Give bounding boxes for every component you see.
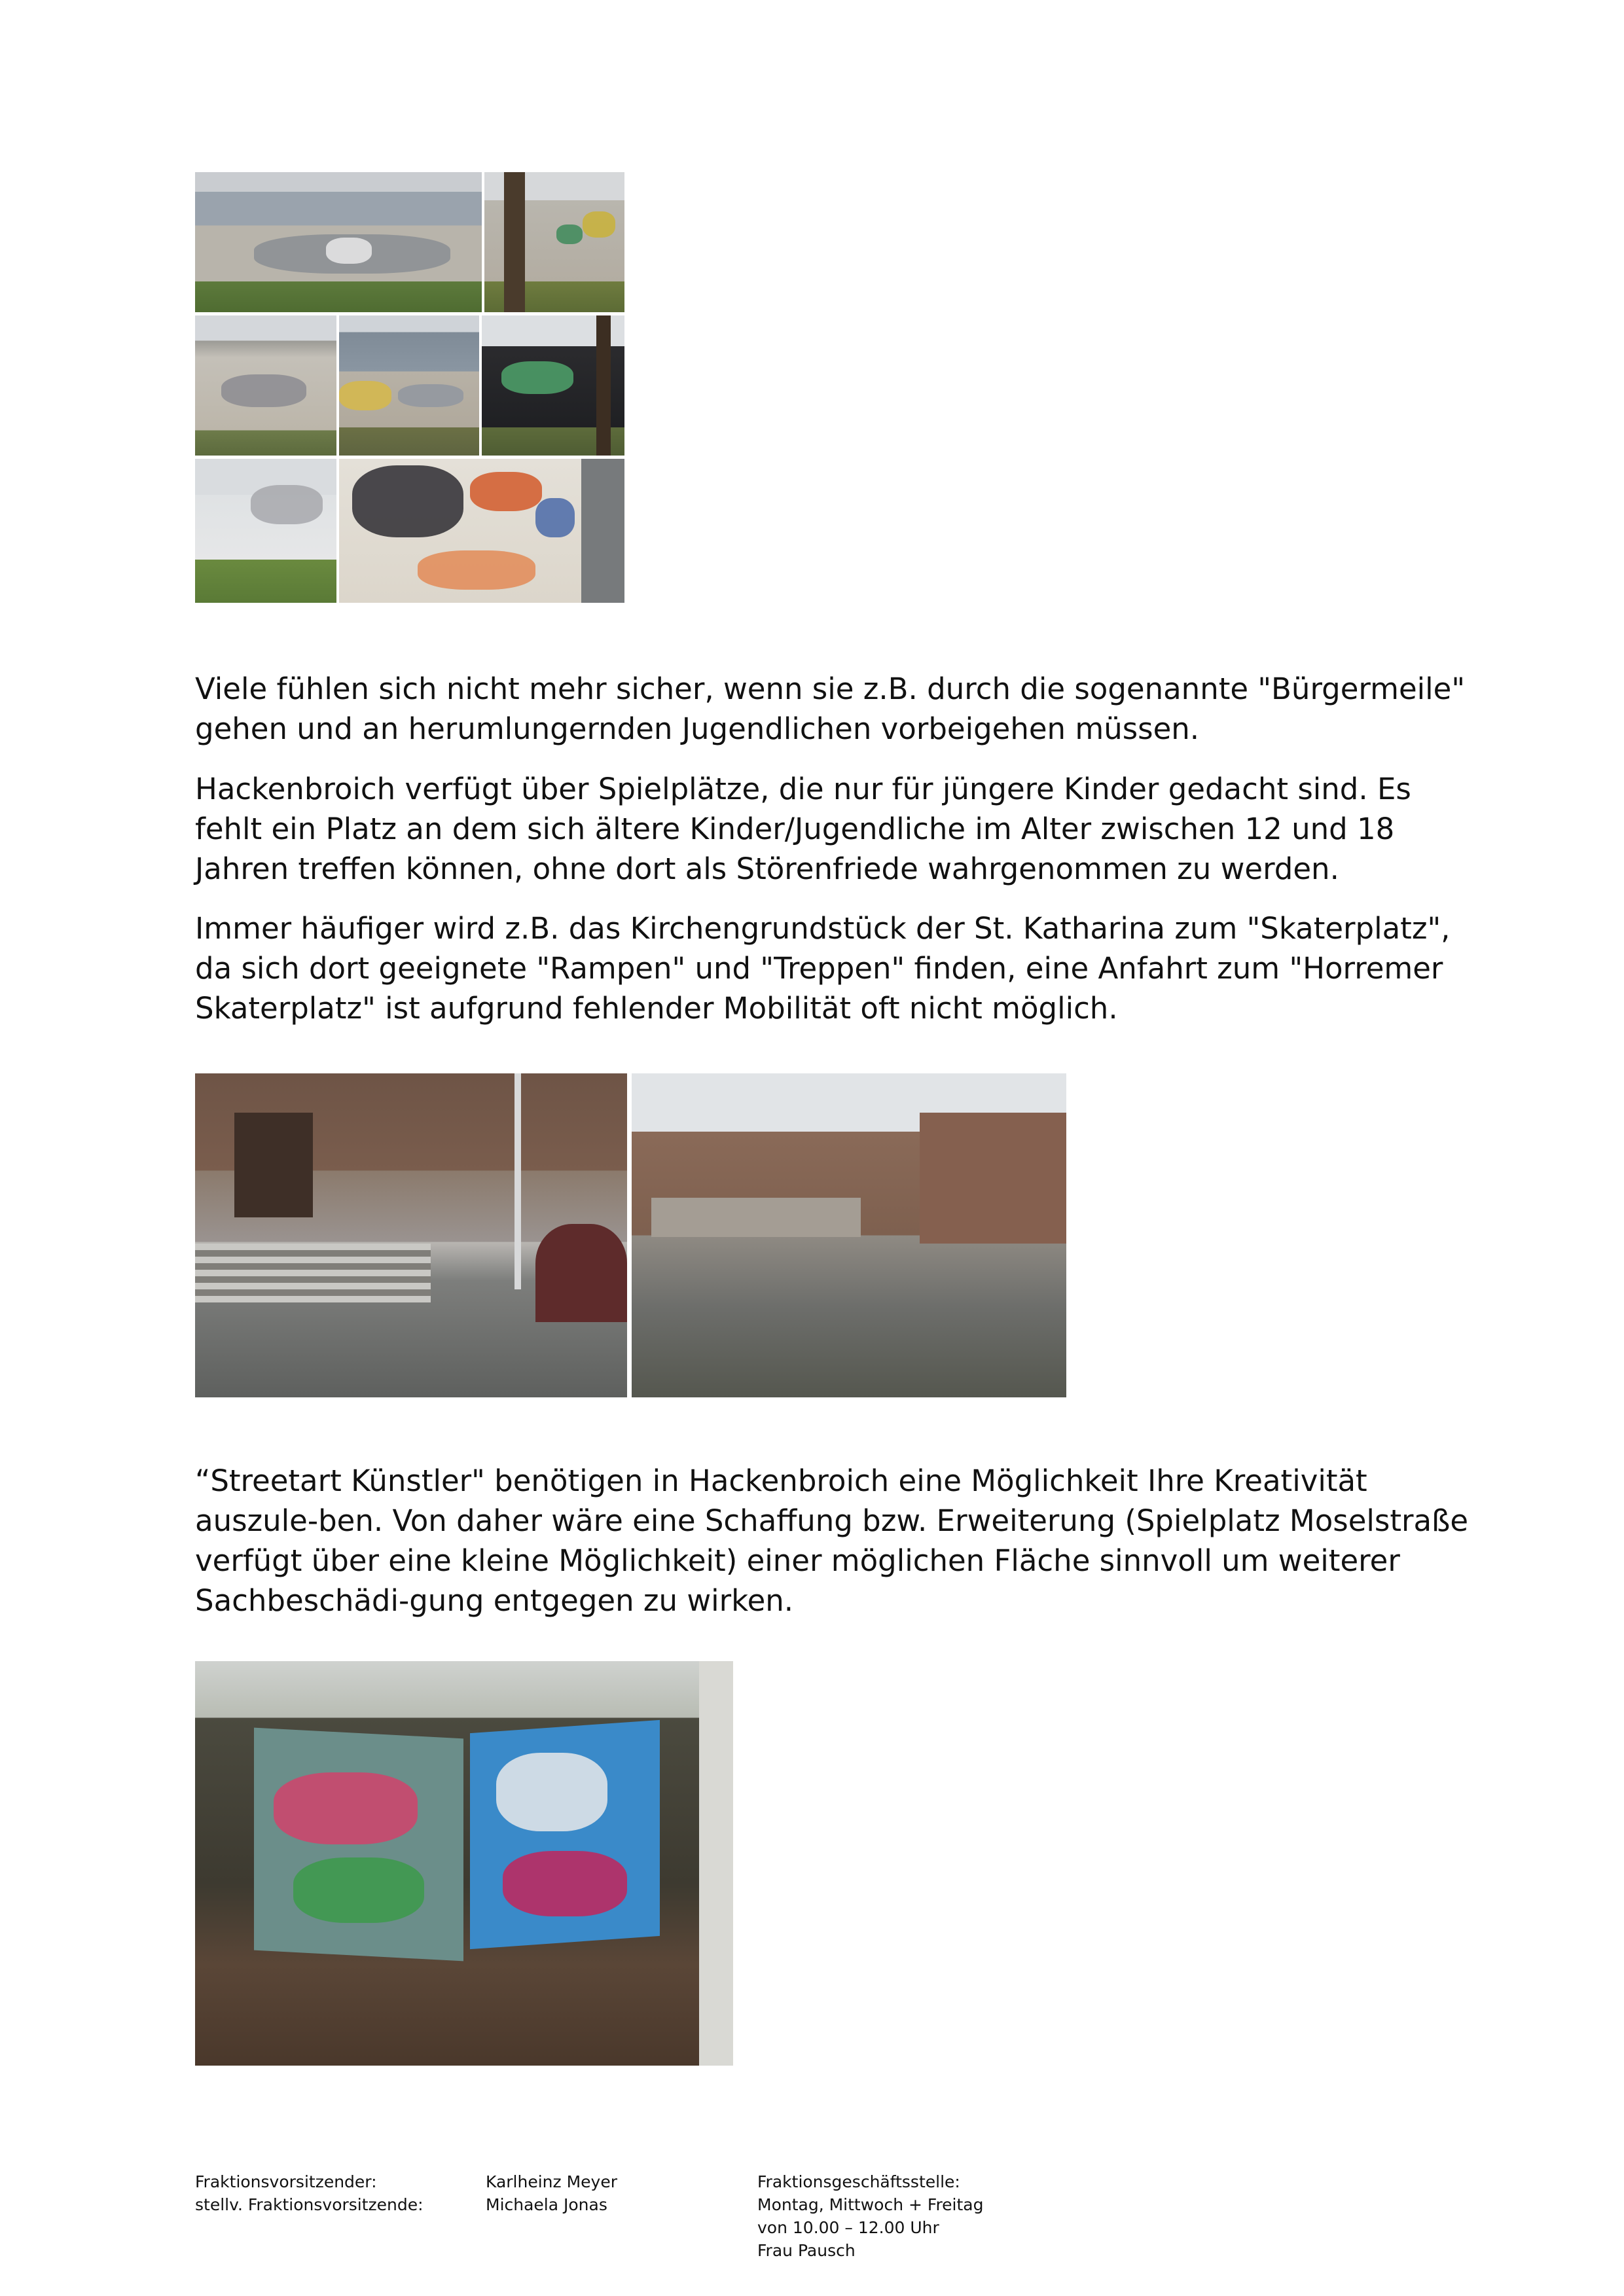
- graffiti-photo: [339, 459, 624, 603]
- footer-office-title: Fraktionsgeschäftsstelle:: [757, 2172, 960, 2191]
- graffiti-photo: [195, 172, 482, 312]
- church-photo-stairs: [195, 1073, 627, 1397]
- footer-name-chair: Karlheinz Meyer: [486, 2172, 617, 2191]
- footer-office-hours: von 10.00 – 12.00 Uhr: [757, 2218, 939, 2237]
- streetart-wall-photo: [195, 1661, 733, 2066]
- paragraph-streetart: “Streetart Künstler" benötigen in Hackenbroich eine Möglichkeit Ihre Kreativität auszule-ben. Von daher wäre eine Schaffung bzw. Erweiterung (Spielplatz Moselstraße verfügt über eine kleine Möglichkeit) einer möglichen Fläche sinnvoll um weiterer Sachbeschädi-gung entgegen zu wirken.: [195, 1463, 1469, 1618]
- footer-office-contact: Frau Pausch: [757, 2241, 856, 2260]
- graffiti-photo: [482, 315, 624, 456]
- paragraph-church-skating: Immer häufiger wird z.B. das Kirchengrundstück der St. Katharina zum "Skaterplatz", da sich dort geeignete "Rampen" und "Treppen" finden, eine Anfahrt zum "Horremer Skaterplatz" ist aufgrund fehlender Mobilität oft nicht möglich.: [195, 911, 1451, 1026]
- graffiti-photo: [195, 315, 336, 456]
- footer-office: [757, 2170, 984, 2262]
- paragraph-safety: Viele fühlen sich nicht mehr sicher, wenn sie z.B. durch die sogenannte "Bürgermeile" gehen und an herumlungernden Jugendlichen vorbeigehen müssen.: [195, 672, 1466, 746]
- graffiti-photo: [484, 172, 624, 312]
- footer-office-days: Montag, Mittwoch + Freitag: [757, 2195, 984, 2214]
- church-photo-ramp: [632, 1073, 1066, 1397]
- footer-name-deputy: Michaela Jonas: [486, 2195, 607, 2214]
- footer-role-chair: Fraktionsvorsitzender:: [195, 2172, 377, 2191]
- footer-names: [486, 2170, 617, 2216]
- footer-role-deputy: stellv. Fraktionsvorsitzende:: [195, 2195, 424, 2214]
- graffiti-photo: [339, 315, 479, 456]
- footer-roles: [195, 2170, 424, 2216]
- paragraph-playgrounds: Hackenbroich verfügt über Spielplätze, die nur für jüngere Kinder gedacht sind. Es fehlt ein Platz an dem sich ältere Kinder/Jugendliche im Alter zwischen 12 und 18 Jahren treffen können, ohne dort als Störenfriede wahrgenommen zu werden.: [195, 772, 1411, 886]
- graffiti-collage: [195, 172, 624, 603]
- graffiti-photo: [195, 459, 336, 603]
